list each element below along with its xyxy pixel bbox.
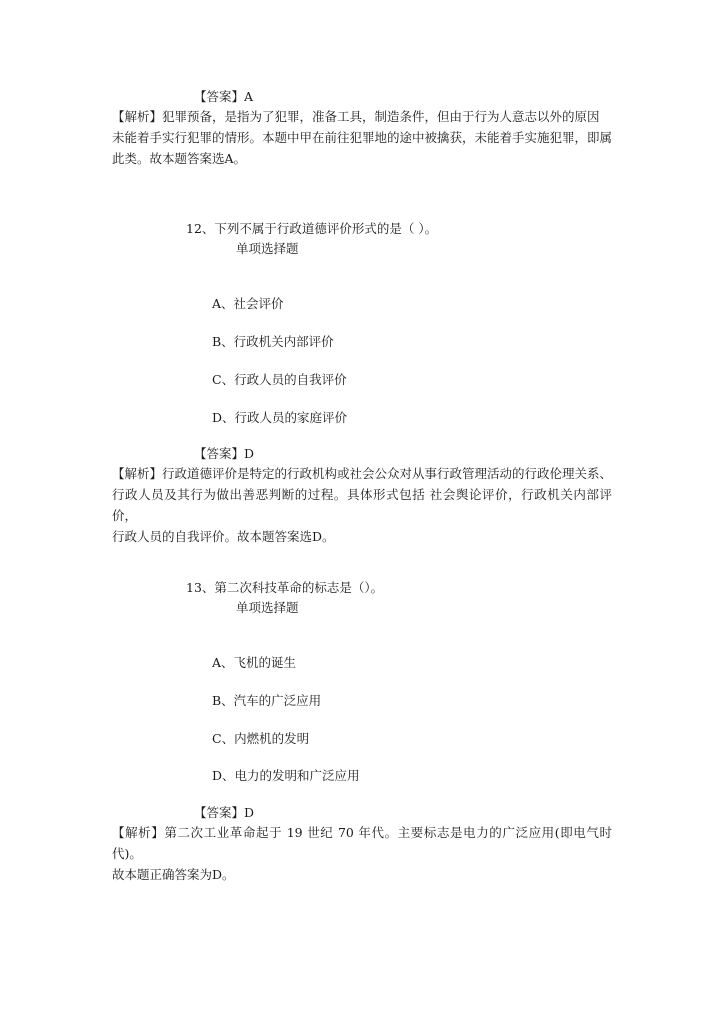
explanation-line: 行政人员的自我评价。故本题答案选D。 — [112, 529, 335, 544]
explanation — [112, 106, 612, 169]
explanation-line: 此类。故本题答案选A。 — [112, 151, 247, 166]
explanation-line: 故本题正确答案为D。 — [112, 867, 235, 882]
question-12-option-b[interactable]: B、行政机关内部评价 — [212, 334, 334, 349]
explanation-line: 【解析】犯罪预备，是指为了犯罪，准备工具，制造条件，但由于行为人意志以外的原因 — [112, 109, 600, 124]
answer-label: 【答案】A — [194, 89, 254, 104]
question-12-explanation — [112, 463, 612, 547]
question-12-option-d[interactable]: D、行政人员的家庭评价 — [212, 410, 348, 425]
question-13-option-c[interactable]: C、内燃机的发明 — [212, 731, 310, 746]
explanation-line: 【解析】第二次工业革命起于 19 世纪 70 年代。主要标志是电力的广泛应用(即电气时代)。 — [112, 825, 612, 861]
question-12-answer: 【答案】D — [194, 446, 255, 461]
question-13-type: 单项选择题 — [236, 600, 299, 615]
question-13-answer: 【答案】D — [194, 805, 255, 820]
explanation-line: 行政人员及其行为做出善恶判断的过程。具体形式包括 社会舆论评价，行政机关内部评价， — [112, 487, 612, 523]
question-13-option-b[interactable]: B、汽车的广泛应用 — [212, 693, 322, 708]
question-12-type: 单项选择题 — [236, 241, 299, 256]
explanation-line: 未能着手实行犯罪的情形。本题中甲在前往犯罪地的途中被擒获，未能着手实施犯罪，即属 — [112, 130, 613, 145]
question-13-explanation — [112, 822, 612, 885]
question-13-option-a[interactable]: A、飞机的诞生 — [212, 655, 297, 670]
question-12-option-c[interactable]: C、行政人员的自我评价 — [212, 372, 347, 387]
question-12-text: 12、下列不属于行政道德评价形式的是（ ）。 — [186, 221, 438, 236]
explanation-line: 【解析】行政道德评价是特定的行政机构或社会公众对从事行政管理活动的行政伦理关系、 — [112, 466, 613, 481]
question-13-option-d[interactable]: D、电力的发明和广泛应用 — [212, 768, 360, 783]
question-13-text: 13、第二次科技革命的标志是（）。 — [186, 580, 384, 595]
question-12-option-a[interactable]: A、社会评价 — [212, 296, 284, 311]
